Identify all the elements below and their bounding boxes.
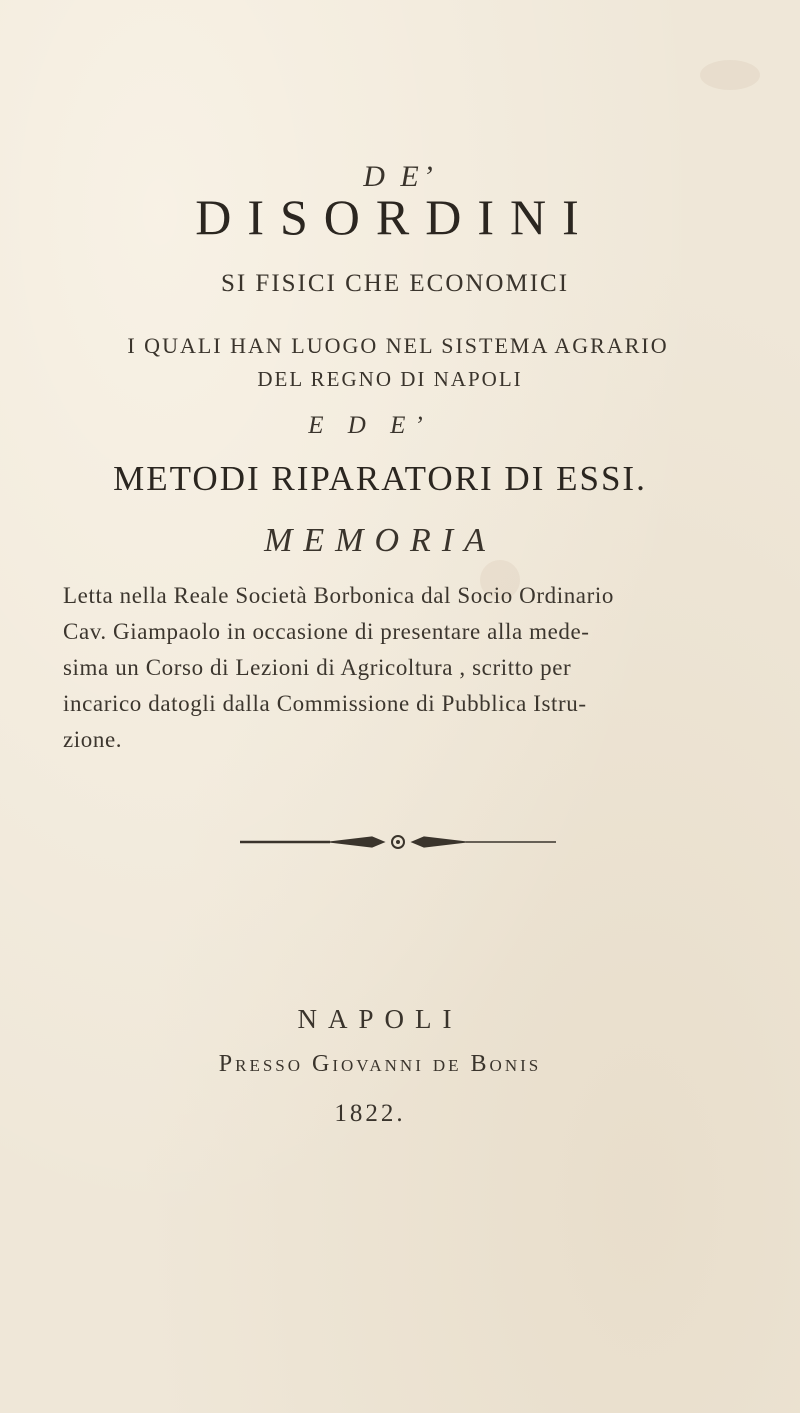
title-line-metodi: METODI RIPARATORI DI ESSI. xyxy=(113,459,647,498)
imprint-city: NAPOLI xyxy=(297,1004,463,1034)
title-prefix: D E’ xyxy=(363,160,437,193)
description-line: Cav. Giampaolo in occasione di presentare alla mede- xyxy=(63,619,590,644)
ornament-rule-icon xyxy=(0,826,800,856)
imprint-year: 1822. xyxy=(334,1100,406,1127)
title-conjunction: E D E’ xyxy=(308,412,432,439)
title-memoria: MEMORIA xyxy=(264,522,496,559)
title-line-regno: DEL REGNO DI NAPOLI xyxy=(257,367,523,391)
description-line: sima un Corso di Lezioni di Agricoltura , scritto per xyxy=(63,655,572,680)
subtitle: SI FISICI CHE ECONOMICI xyxy=(220,270,570,297)
description-line: incarico datogli dalla Commissione di Pubblica Istru- xyxy=(63,691,587,716)
imprint-publisher: Presso Giovanni de Bonis xyxy=(218,1051,542,1077)
paper-stain xyxy=(700,60,760,90)
description-paragraph xyxy=(63,578,743,758)
description-line: zione. xyxy=(63,727,123,752)
description-line: Letta nella Reale Società Borbonica dal Socio Ordinario xyxy=(63,583,614,608)
main-title: DISORDINI xyxy=(195,189,595,245)
title-line-quali: I QUALI HAN LUOGO NEL SISTEMA AGRARIO xyxy=(127,333,669,358)
